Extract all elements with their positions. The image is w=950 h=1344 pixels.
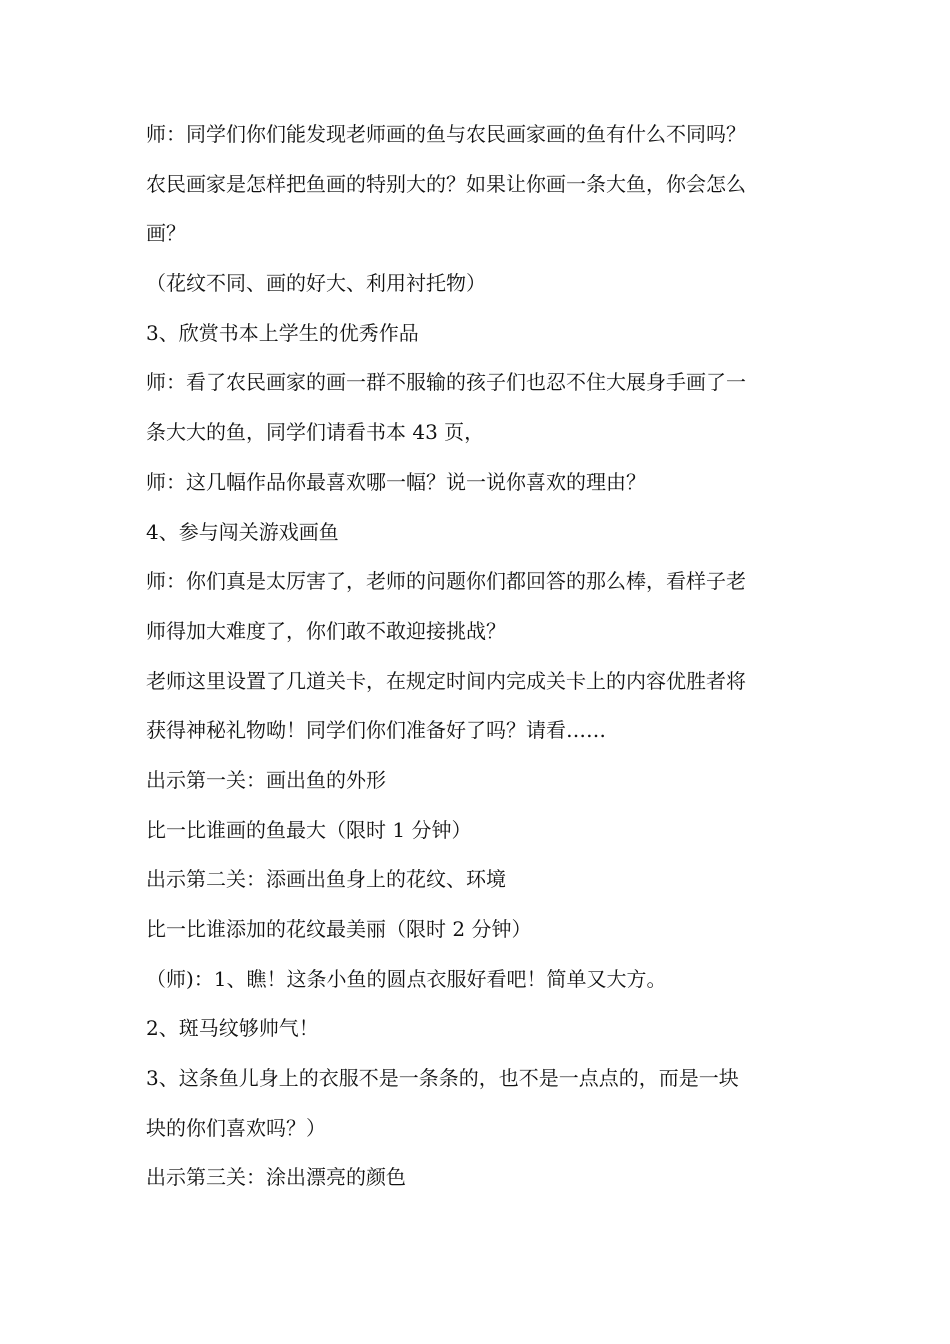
text-line: 比一比谁画的鱼最大（限时 1 分钟） [146, 817, 472, 842]
text-line: 出示第三关：涂出漂亮的颜色 [146, 1165, 406, 1190]
text-line: 获得神秘礼物呦！同学们你们准备好了吗？请看…… [146, 718, 606, 743]
text-line: 块的你们喜欢吗？） [146, 1115, 326, 1140]
text-line: 老师这里设置了几道关卡，在规定时间内完成关卡上的内容优胜者将 [146, 668, 746, 693]
text-line: 师：这几幅作品你最喜欢哪一幅？说一说你喜欢的理由？ [146, 469, 646, 494]
text-line: 3、这条鱼儿身上的衣服不是一条条的，也不是一点点的，而是一块 [146, 1066, 739, 1091]
text-line: （花纹不同、画的好大、利用衬托物） [146, 271, 486, 296]
text-line: 比一比谁添加的花纹最美丽（限时 2 分钟） [146, 917, 532, 941]
text-line: 出示第二关：添画出鱼身上的花纹、环境 [146, 867, 506, 892]
body-text [146, 110, 836, 1203]
text-line: （师)：1、瞧！这条小鱼的圆点衣服好看吧！简单又大方。 [146, 966, 667, 991]
text-line: 出示第一关：画出鱼的外形 [146, 767, 386, 792]
text-line: 农民画家是怎样把鱼画的特别大的？如果让你画一条大鱼，你会怎么 [146, 171, 746, 196]
section-heading: 4、参与闯关游戏画鱼 [146, 519, 339, 544]
text-line: 师得加大难度了，你们敢不敢迎接挑战？ [146, 618, 506, 643]
section-heading: 3、欣赏书本上学生的优秀作品 [146, 320, 419, 345]
text-line: 条大大的鱼，同学们请看书本 43 页， [146, 420, 485, 445]
text-line: 师：你们真是太厉害了，老师的问题你们都回答的那么棒，看样子老 [146, 569, 746, 594]
text-line: 师：同学们你们能发现老师画的鱼与农民画家画的鱼有什么不同吗？ [146, 122, 746, 146]
text-line: 画？ [146, 221, 186, 246]
text-line: 2、斑马纹够帅气！ [146, 1016, 319, 1041]
text-line: 师：看了农民画家的画一群不服输的孩子们也忍不住大展身手画了一 [146, 370, 746, 395]
